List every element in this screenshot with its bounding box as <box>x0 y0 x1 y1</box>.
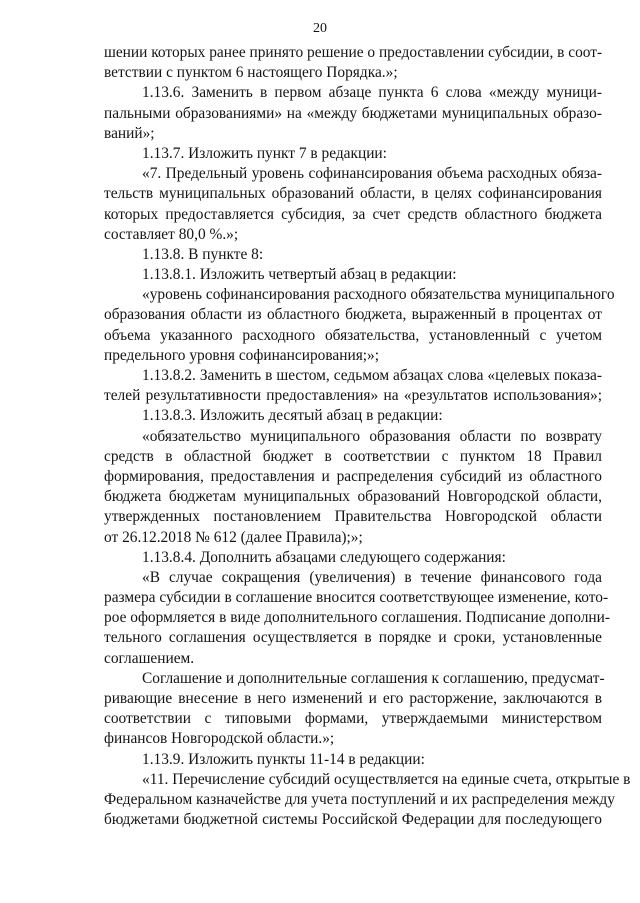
text-line: ветствии с пунктом 6 настоящего Порядка.»; <box>104 64 398 82</box>
text-line: ваний»; <box>104 124 155 142</box>
text-line: 1.13.7. Изложить пункт 7 в редакции: <box>142 144 387 162</box>
text-line: «11. Перечисление субсидий осуществляется на единые счета, открытые в <box>142 770 631 788</box>
text-line: объема указанного расходного обязательства, установленный с учетом <box>104 326 602 344</box>
text-line: соглашением. <box>104 649 195 667</box>
text-line: «В случае сокращения (увеличения) в течение финансового года <box>142 568 602 586</box>
text-line: размера субсидии в соглашение вносится соответствующее изменение, кото- <box>104 589 609 607</box>
text-line: образования области из областного бюджета, выраженный в процентах от <box>104 306 602 324</box>
document-body <box>104 43 631 830</box>
text-line: 1.13.8.2. Заменить в шестом, седьмом абзацах слова «целевых показа- <box>142 367 602 384</box>
text-line: телей результативности предоставления» на «результатов использования»; <box>104 387 602 405</box>
text-line: рое оформляется в виде дополнительного соглашения. Подписание дополни- <box>104 609 610 627</box>
text-line: формирования, предоставления и распределения субсидий из областного <box>104 467 602 485</box>
text-line: 1.13.8.1. Изложить четвертый абзац в редакции: <box>142 266 457 284</box>
text-line: которых предоставляется субсидия, за счет средств областного бюджета <box>104 205 602 223</box>
text-line: 1.13.6. Заменить в первом абзаце пункта 6 слова «между муници- <box>142 84 602 102</box>
text-line: бюджета бюджетам муниципальных образований Новгородской области, <box>104 488 602 506</box>
text-line: ривающие внесение в него изменений и его расторжение, заключаются в <box>104 690 602 707</box>
text-line: пальными образованиями» на «между бюджетами муниципальных образо- <box>104 104 602 122</box>
text-line: составляет 80,0 %.»; <box>104 225 239 243</box>
text-line: утвержденных постановлением Правительства Новгородской области <box>104 508 602 526</box>
text-line: финансов Новгородской области.»; <box>104 730 335 748</box>
text-line: соответствии с типовыми формами, утверждаемыми министерством <box>104 710 602 728</box>
text-line: 1.13.8.3. Изложить десятый абзац в редакции: <box>142 407 443 425</box>
text-line: тельств муниципальных образований области, в целях софинансирования <box>104 185 602 203</box>
text-line: «уровень софинансирования расходного обязательства муниципального <box>142 286 615 304</box>
text-line: Федеральном казначействе для учета поступлений и их распределения между <box>104 790 615 808</box>
text-line: 1.13.9. Изложить пункты 11-14 в редакции: <box>142 750 425 768</box>
text-line: Соглашение и дополнительные соглашения к соглашению, предусмат- <box>142 669 605 687</box>
page-number: 20 <box>313 21 327 36</box>
text-line: шении которых ранее принято решение о предоставлении субсидии, в соот- <box>104 44 603 61</box>
text-line: 1.13.8.4. Дополнить абзацами следующего содержания: <box>142 548 506 566</box>
text-line: от 26.12.2018 № 612 (далее Правила);»; <box>104 528 363 546</box>
text-line: «обязательство муниципального образования области по возврату <box>142 427 602 445</box>
text-line: средств в областной бюджет в соответствии с пунктом 18 Правил <box>104 447 602 465</box>
text-line: предельного уровня софинансирования;»; <box>104 346 380 364</box>
text-line: бюджетами бюджетной системы Российской Федерации для последующего <box>104 811 602 829</box>
text-line: тельного соглашения осуществляется в порядке и сроки, установленные <box>104 629 602 647</box>
text-line: «7. Предельный уровень софинансирования объема расходных обяза- <box>142 165 602 183</box>
text-line: 1.13.8. В пункте 8: <box>142 245 264 263</box>
